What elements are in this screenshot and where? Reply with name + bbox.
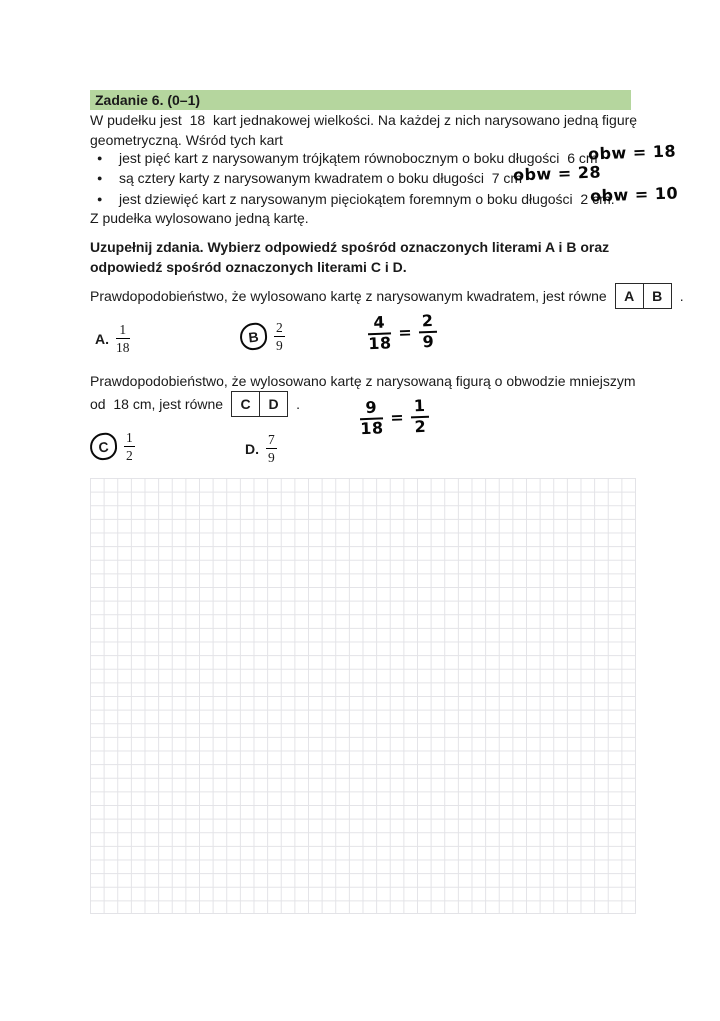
handwritten-circle-mark: B (239, 322, 269, 352)
sentence-period: . (679, 288, 684, 304)
hand-equals-sign: = (397, 322, 413, 343)
fraction-denominator: 18 (116, 340, 130, 356)
bullet-text: jest pięć kart z narysowanym trójkątem równobocznym o boku długości 6 cm (119, 150, 598, 166)
intro-line-1: W pudełku jest 18 kart jednakowej wielkości. Na każdej z nich narysowano jedną figurę (90, 112, 638, 128)
question-2-text: od 18 cm, jest równe (90, 396, 224, 412)
answer-box-cell-b: B (643, 284, 671, 308)
handwritten-work-1 (367, 310, 437, 353)
task-header-bar (90, 90, 631, 110)
handwritten-perimeter-pentagon: obw = 10 (589, 183, 679, 206)
question-1-row (90, 283, 684, 309)
instruction-line-2: odpowiedź spośród oznaczonych literami C i D. (90, 258, 407, 275)
sentence-period: . (296, 396, 300, 412)
hand-fraction-numerator: 1 (411, 398, 429, 418)
handwritten-circle-mark: C (89, 432, 119, 462)
options-row-cd (90, 430, 650, 470)
task-title: Zadanie 6. (0–1) (95, 92, 201, 108)
fraction-numerator: 1 (116, 322, 130, 339)
fraction-numerator: 1 (124, 430, 135, 447)
answer-box-cell-c: C (240, 396, 251, 412)
question-2-row (90, 391, 300, 417)
hand-fraction-denominator: 18 (368, 333, 392, 353)
bullet-text: są cztery karty z narysowanym kwadratem o boku długości 7 cm (119, 170, 523, 187)
options-row-ab (90, 310, 650, 360)
answer-box-cell-d: D (259, 392, 287, 416)
option-a (95, 322, 130, 355)
hand-equals-sign: = (389, 407, 405, 428)
answer-box-cd (231, 391, 288, 417)
fraction-denominator: 2 (126, 448, 133, 464)
fraction-numerator: 7 (266, 432, 277, 449)
bullet-dot-icon: ● (97, 153, 103, 163)
hand-fraction-numerator: 9 (359, 399, 383, 420)
answer-box-cell-a: A (624, 288, 635, 304)
fraction-numerator: 2 (274, 320, 285, 337)
bullet-dot-icon: ● (97, 173, 103, 184)
bullet-item-pentagon (90, 189, 650, 209)
hand-fraction-denominator: 9 (422, 331, 435, 352)
hand-fraction-numerator: 4 (367, 314, 391, 335)
option-c-fraction (124, 430, 135, 463)
question-2-line-1: Prawdopodobieństwo, że wylosowano kartę z narysowaną figurą o obwodzie mniejszym (90, 373, 636, 389)
hand-fraction-numerator: 2 (419, 313, 437, 333)
intro-paragraph (90, 111, 638, 150)
hand-fraction-denominator: 2 (414, 416, 427, 437)
outro-line: Z pudełka wylosowano jedną kartę. (90, 210, 309, 226)
hand-fraction-denominator: 18 (360, 418, 384, 438)
graph-paper-work-area (90, 478, 636, 914)
fraction-denominator: 9 (276, 338, 283, 354)
option-d-label: D. (245, 440, 259, 457)
handwritten-perimeter-square: obw = 28 (512, 162, 602, 185)
option-b-selected (240, 320, 285, 353)
bullet-dot-icon: ● (97, 193, 103, 204)
option-d-fraction (266, 432, 277, 465)
handwritten-perimeter-triangle: obw = 18 (587, 141, 677, 164)
option-d (245, 432, 277, 465)
option-a-label: A. (95, 330, 109, 347)
intro-line-2: geometryczną. Wśród tych kart (90, 131, 283, 148)
bullet-text: jest dziewięć kart z narysowanym pięciokątem foremnym o boku długości 2 cm. (119, 190, 615, 207)
option-a-fraction (116, 322, 130, 355)
answer-box-ab (615, 283, 672, 309)
fraction-denominator: 9 (268, 450, 275, 466)
option-b-fraction (274, 320, 285, 353)
question-1-text: Prawdopodobieństwo, że wylosowano kartę z narysowanym kwadratem, jest równe (90, 288, 607, 304)
instruction-line-1: Uzupełnij zdania. Wybierz odpowiedź spośród oznaczonych literami A i B oraz (90, 239, 610, 255)
instruction (90, 238, 638, 277)
option-c-selected (90, 430, 135, 463)
